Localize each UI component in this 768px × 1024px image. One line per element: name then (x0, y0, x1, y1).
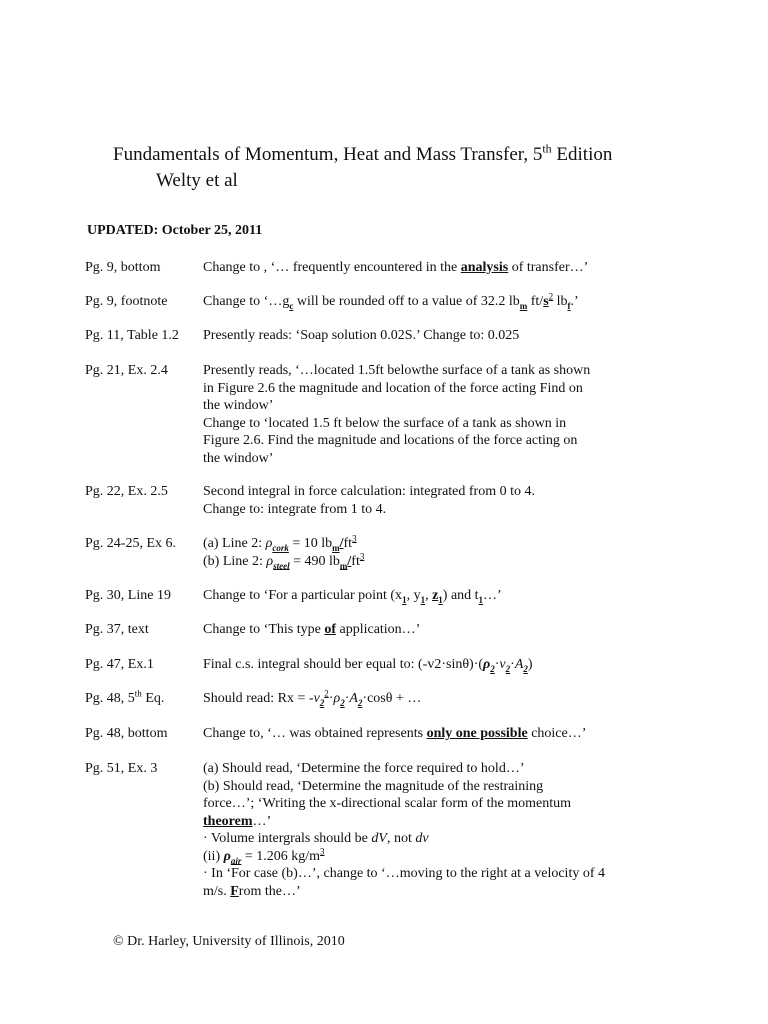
title-superscript: th (542, 141, 552, 156)
text-fragment: m (519, 300, 528, 311)
text-fragment: ) and t (442, 588, 479, 603)
erratum-location (85, 535, 203, 553)
text-fragment: application…’ (335, 622, 421, 637)
text-fragment: v (499, 657, 506, 672)
erratum-location-text: Pg. 51, Ex. 3 (85, 761, 158, 776)
text-fragment: = 490 lb (289, 553, 340, 569)
correction-line (203, 587, 643, 605)
correction-line (203, 259, 643, 277)
correction-line (203, 813, 643, 831)
text-fragment: (b) Line 2: (203, 553, 267, 569)
text-fragment: 3 (352, 533, 357, 544)
erratum-location-text: Pg. 24-25, Ex 6. (85, 536, 176, 551)
erratum-location-text: Pg. 30, Line 19 (85, 588, 171, 603)
text-fragment: ft (343, 536, 353, 551)
correction-line (203, 795, 643, 813)
text-fragment: · (344, 691, 350, 706)
erratum-location-tail: Eq. (141, 691, 165, 706)
text-fragment: …’ (252, 813, 272, 829)
erratum-location (85, 483, 203, 501)
text-fragment: 1 (402, 594, 407, 605)
correction-line (203, 778, 643, 796)
text-fragment: 2 (340, 697, 345, 708)
text-fragment: Change to ‘For a particular point (x (203, 588, 403, 603)
correction-line (203, 865, 643, 883)
text-fragment: dv (415, 831, 429, 846)
updated-date: UPDATED: October 25, 2011 (87, 223, 263, 238)
text-fragment: .’ (570, 294, 579, 309)
erratum-location-text: Pg. 21, Ex. 2.4 (85, 363, 168, 378)
correction-line (203, 830, 643, 848)
erratum-location (85, 760, 203, 778)
text-fragment: will be rounded off to a value of 32.2 lb (293, 294, 520, 309)
text-fragment: of (324, 622, 336, 637)
text-fragment: / (339, 536, 344, 551)
text-fragment: dV (371, 831, 387, 846)
text-fragment: ft (351, 553, 360, 569)
text-fragment: · Volume intergrals should be (203, 831, 372, 846)
text-fragment: 2 (319, 697, 325, 708)
erratum-correction (203, 621, 643, 639)
correction-line: Change to ‘located 1.5 ft below the surface of a tank as shown in (203, 415, 567, 431)
text-fragment: ρ (266, 553, 274, 569)
correction-line: Second integral in force calculation: integrated from 0 to 4. (203, 484, 535, 499)
text-fragment: ρ (223, 848, 231, 864)
correction-line (203, 656, 643, 674)
erratum-location-superscript: th (134, 688, 142, 699)
text-fragment: 2 (505, 663, 511, 674)
text-fragment: z (432, 588, 439, 603)
text-fragment: steel (273, 560, 290, 571)
copyright-footer: © Dr. Harley, University of Illinois, 2010 (113, 934, 345, 949)
document-title (113, 142, 612, 168)
text-fragment: Final c.s. integral should ber equal to: (-v2·sinθ)·( (203, 657, 484, 672)
text-fragment: = 1.206 kg/m (241, 848, 321, 864)
text-fragment: of transfer…’ (508, 260, 589, 275)
erratum-correction (203, 760, 643, 900)
erratum-location-text: Pg. 37, text (85, 622, 149, 637)
text-fragment: A (514, 657, 524, 672)
title-text: Fundamentals of Momentum, Heat and Mass Transfer, 5 (113, 144, 543, 165)
text-fragment: 2 (523, 663, 528, 674)
erratum-correction (203, 362, 643, 467)
text-fragment: lb (553, 294, 568, 309)
erratum-location (85, 690, 203, 708)
correction-line: Presently reads, ‘…located 1.5ft belowthe surface of a tank as shown (203, 363, 591, 378)
text-fragment: Change to ‘This type (203, 622, 325, 637)
erratum-location-text: Pg. 9, bottom (85, 260, 161, 275)
erratum-location (85, 259, 203, 277)
text-fragment: 1 (478, 594, 484, 605)
text-fragment: (b) Should read, ‘Determine the magnitude of the restraining (203, 778, 544, 794)
text-fragment: m/s. (203, 883, 231, 899)
correction-line: the window’ (203, 450, 274, 466)
correction-line (203, 327, 643, 345)
correction-line: the window’ (203, 398, 274, 413)
text-fragment: 2 (548, 291, 554, 302)
erratum-location (85, 656, 203, 674)
text-fragment: rom the…’ (238, 883, 301, 899)
erratum-correction (203, 535, 643, 570)
text-fragment: m (332, 542, 340, 553)
erratum-location-text: Pg. 11, Table 1.2 (85, 328, 179, 343)
text-fragment: 1 (420, 594, 426, 605)
text-fragment: Change to, ‘… was obtained represents (203, 726, 427, 741)
text-fragment: , y (406, 588, 421, 603)
erratum-correction (203, 293, 643, 311)
text-fragment: air (230, 855, 242, 866)
text-fragment: force…’; ‘Writing the x-directional scalar form of the momentum (203, 796, 571, 811)
erratum-correction (203, 587, 643, 605)
erratum-correction (203, 725, 643, 743)
text-fragment: ρ (333, 691, 341, 706)
erratum-location (85, 362, 203, 380)
erratum-location (85, 293, 203, 311)
text-fragment: · (494, 657, 500, 672)
text-fragment: (a) Line 2: (203, 536, 266, 551)
text-fragment: f (567, 300, 571, 311)
correction-line: Figure 2.6. Find the magnitude and locations of the force acting on (203, 433, 578, 448)
text-fragment: Presently reads: ‘Soap solution 0.02S.’ Change to: 0.025 (203, 328, 520, 343)
text-fragment: cork (272, 542, 289, 553)
text-fragment: / (347, 553, 352, 569)
document-authors: Welty et al (156, 170, 238, 191)
correction-line (203, 535, 643, 553)
correction-line (203, 293, 643, 311)
text-fragment: 3 (320, 845, 325, 856)
text-fragment: 1 (438, 594, 443, 605)
text-fragment: Should read: Rx = - (203, 691, 314, 706)
text-fragment: 2 (357, 697, 363, 708)
text-fragment: theorem (203, 813, 253, 829)
erratum-location (85, 327, 203, 345)
erratum-location-text: Pg. 22, Ex. 2.5 (85, 484, 168, 499)
erratum-correction (203, 483, 643, 518)
correction-line: Change to: integrate from 1 to 4. (203, 501, 387, 517)
text-fragment: , (425, 588, 433, 603)
text-fragment: Change to ‘…g (203, 294, 290, 309)
text-fragment: …’ (483, 588, 502, 603)
correction-line (203, 883, 643, 901)
title-edition: Edition (551, 144, 613, 165)
text-fragment: · (328, 691, 334, 706)
text-fragment: analysis (460, 260, 509, 275)
erratum-location-text: Pg. 9, footnote (85, 294, 168, 309)
text-fragment: ) (527, 657, 533, 672)
correction-line (203, 845, 643, 866)
erratum-location (85, 725, 203, 743)
text-fragment: (ii) (203, 848, 224, 864)
text-fragment: c (289, 300, 294, 311)
text-fragment: v (313, 691, 320, 706)
erratum-location-text: Pg. 48, 5 (85, 691, 135, 706)
erratum-correction (203, 690, 643, 708)
text-fragment: · (510, 657, 515, 672)
text-fragment: 2 (324, 688, 329, 699)
text-fragment: 3 (359, 550, 365, 561)
text-fragment: ft/ (527, 294, 544, 309)
text-fragment: Change to , ‘… frequently encountered in the (203, 260, 461, 275)
text-fragment: (a) Should read, ‘Determine the force required to hold…’ (203, 761, 525, 776)
erratum-location-text: Pg. 48, bottom (85, 726, 168, 741)
text-fragment: choice…’ (527, 726, 587, 741)
correction-line (203, 550, 643, 571)
text-fragment: only one possible (426, 726, 528, 741)
text-fragment: ρ (483, 657, 491, 672)
erratum-location (85, 621, 203, 639)
text-fragment: s (543, 294, 549, 309)
correction-line (203, 760, 643, 778)
correction-line: in Figure 2.6 the magnitude and location of the force acting Find on (203, 380, 583, 396)
text-fragment: ·cosθ + … (362, 691, 422, 706)
correction-line (203, 725, 643, 743)
text-fragment: A (349, 691, 358, 706)
erratum-location (85, 587, 203, 605)
erratum-correction (203, 259, 643, 277)
text-fragment: · In ‘For case (b)…’, change to ‘…moving to the right at a velocity of 4 (203, 866, 605, 881)
correction-line (203, 690, 643, 708)
erratum-correction (203, 327, 643, 345)
text-fragment: 2 (490, 663, 495, 674)
text-fragment: ρ (265, 536, 273, 551)
text-fragment: = 10 lb (288, 536, 333, 551)
text-fragment: F (230, 883, 239, 899)
correction-line (203, 621, 643, 639)
erratum-correction (203, 656, 643, 674)
erratum-location-text: Pg. 47, Ex.1 (85, 657, 154, 672)
text-fragment: m (339, 560, 348, 571)
text-fragment: , not (386, 831, 416, 846)
